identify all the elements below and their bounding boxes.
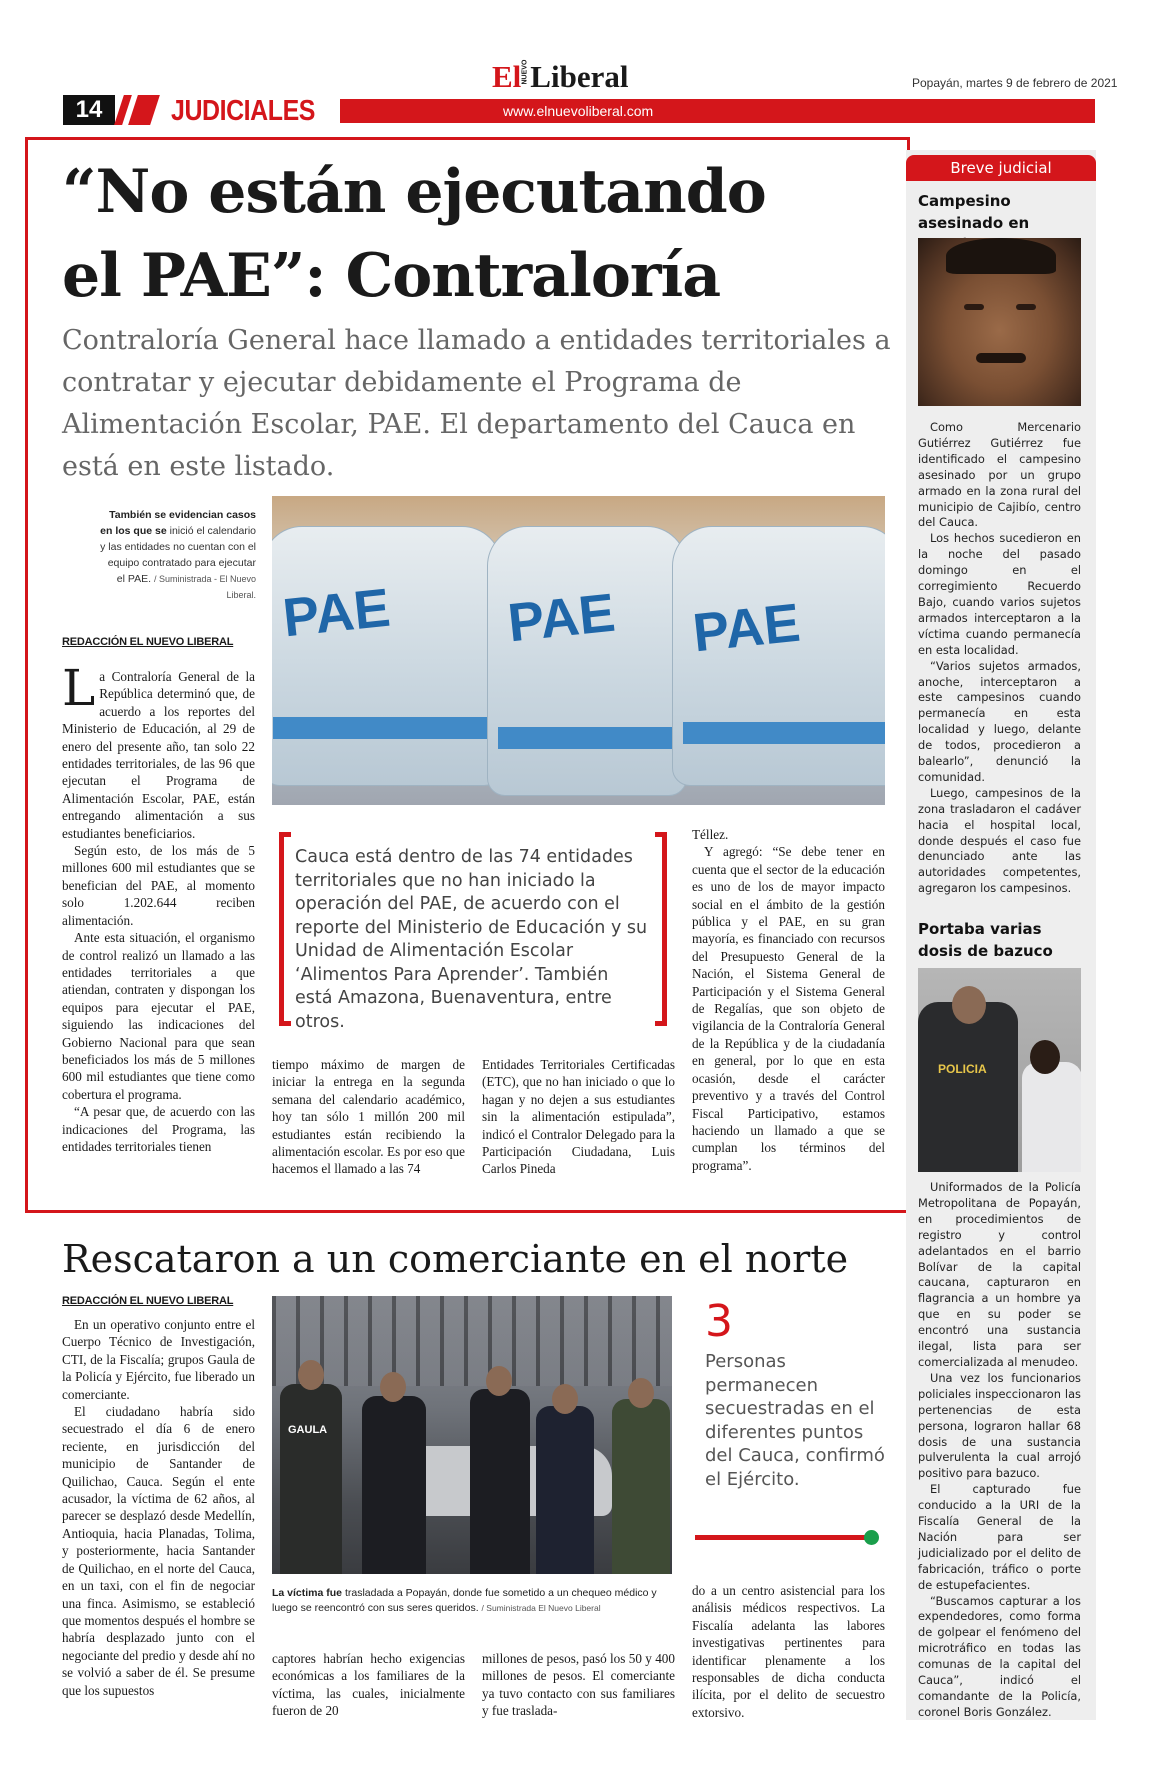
photo-caption	[98, 507, 256, 603]
officer-head	[298, 1360, 324, 1390]
section-red-band	[340, 99, 1095, 123]
paragraph: Ante esta situación, el organismo de control realizó un llamado a las entidades territoriales a que atiendan, contraten y dispongan los equipos para ejecutar el PAE, siguiendo las indicaciones del Gobierno Nacional para que sean beneficiados los más de 5 millones 600 mil estudiantes que tiene como cobertura el programa.	[62, 930, 255, 1102]
paragraph: tiempo máximo de margen de iniciar la entrega en la segunda semana del calendario académico, hoy tan sólo 1 millón 200 mil estudiantes están recibiendo la alimentación escolar. Es por eso que hacemos el llamado a las 74	[272, 1057, 465, 1177]
second-col-3	[482, 1650, 675, 1720]
soldier-figure	[612, 1399, 670, 1574]
bag-stripe	[498, 727, 676, 749]
officer-head	[552, 1384, 578, 1414]
officer-head	[486, 1366, 512, 1396]
paragraph: Los hechos sucedieron en la noche del pasado domingo en el corregimiento Recuerdo Bajo, cuando varios sujetos armados interceptaron a la víctima cuando permanecía en esta localidad.	[918, 531, 1081, 657]
victim-portrait-photo	[918, 238, 1081, 406]
paragraph: “Varios sujetos armados, anoche, interceptaron a este campesinos cuando permanecía en esta localidad y luego, delante de todos, procedieron a balearlo”, denunció la comunidad.	[918, 658, 1081, 784]
main-headline	[62, 150, 892, 318]
officer-figure	[470, 1389, 530, 1574]
logo-liberal: Liberal	[530, 59, 629, 94]
paragraph: El capturado fue conducido a la URI de la Fiscalía General de la Nación para ser judicializado por el delito de fabricación, tráfico o porte de estupefacientes.	[918, 1482, 1081, 1592]
caption-lead: También se evidencian casos en los que se	[100, 509, 256, 537]
section-title: JUDICIALES	[171, 95, 315, 127]
sidebar-tab: Breve judicial	[906, 155, 1096, 181]
main-byline: REDACCIÓN EL NUEVO LIBERAL	[62, 636, 234, 648]
paragraph: Uniformados de la Policía Metropolitana de Popayán, en procedimientos de registro y control adelantados en el barrio Bolívar de la capital caucana, capturaron en flagrancia a un hombre ya que en su poder se encontró una sustancia ilegal, lista para ser comercializada al menudeo.	[918, 1180, 1081, 1369]
headline-line-1: “No están ejecutando	[62, 157, 766, 227]
bag-label: PAE	[505, 582, 618, 654]
paragraph: Téllez.	[692, 827, 729, 842]
food-bag	[672, 526, 885, 786]
paragraph: En un operativo conjunto entre el Cuerpo Técnico de Investigación, CTI, de la Fiscalía; grupos Gaula de la Policía y Ejército, fue liberado un comerciante.	[62, 1317, 255, 1402]
main-col-3	[482, 1056, 675, 1178]
detainee-head	[1030, 1040, 1060, 1074]
photo-credit: / Suministrada El Nuevo Liberal	[481, 1603, 601, 1613]
newspaper-logo	[492, 60, 628, 97]
vest-label: POLICIA	[938, 1062, 987, 1076]
caption-lead: La víctima fue	[272, 1587, 343, 1599]
sidebar-story1-title: Campesino asesinado en	[918, 192, 1030, 232]
stat-number: 3	[705, 1296, 733, 1347]
page-number: 14	[63, 95, 115, 125]
paragraph: Luego, campesinos de la zona trasladaron el cadáver hacia el hospital local, donde después el caso fue denunciado ante las autoridades competentes, agregaron los campesinos.	[918, 785, 1081, 896]
officer-head	[380, 1372, 406, 1402]
caption-text: inició el calendario y las entidades no cuentan con el equipo contratado para ejecutar el PAE.	[100, 525, 256, 585]
food-bag	[272, 526, 502, 786]
headline-line-2: el PAE”: Contraloría	[62, 241, 721, 311]
bag-stripe	[273, 717, 491, 739]
officer-figure	[918, 1002, 1018, 1172]
main-dek: Contraloría General hace llamado a entidades territoriales a contratar y ejecutar debidamente el Programa de Alimentación Escolar, PAE. El departamento del Cauca en está en este listado.	[62, 325, 891, 482]
officer-figure	[536, 1406, 594, 1574]
logo-el: El	[492, 59, 522, 94]
paragraph: millones de pesos, pasó los 50 y 400 millones de pesos. El comerciante ya tuvo contacto con sus familiares y fue traslada-	[482, 1651, 675, 1719]
officer-head	[952, 986, 986, 1024]
bracket-right-icon	[655, 832, 667, 1026]
caption-text: trasladada a Popayán, donde fue sometido a un chequeo médico y luego se reencontró con sus seres queridos.	[272, 1587, 657, 1614]
main-col-1	[62, 659, 255, 1155]
eye-right	[1016, 304, 1036, 310]
paragraph: Según esto, de los más de 5 millones 600 mil estudiantes que se benefician del PAE, al momento solo 1.202.644 reciben alimentación.	[62, 843, 255, 928]
paragraph: do a un centro asistencial para los análisis médicos respectivos. La Fiscalía adelanta las labores investigativas pertinentes para identificar plenamente a los responsables de dicha conducta ilícita, por el delito de secuestro extorsivo.	[692, 1583, 885, 1720]
main-col-2	[272, 1056, 465, 1178]
bag-stripe	[683, 722, 885, 744]
paragraph: “Buscamos capturar a los expendedores, como forma de golpear el fenómeno del microtráfico en todas las comunas de la capital del Cauca”, indicó el comandante de la Policía, coronel Boris González.	[918, 1593, 1081, 1719]
police-arrest-photo	[918, 968, 1081, 1172]
soldier-head	[628, 1378, 654, 1408]
paragraph: Una vez los funcionarios policiales inspeccionaron las pertenencias de esta persona, lograron hallar 68 dosis de una sustancia pulverulenta la cual arrojó positivo para bazuco.	[918, 1370, 1081, 1481]
second-col-1	[62, 1316, 255, 1699]
main-col-4	[692, 826, 885, 1174]
vest-label: GAULA	[288, 1424, 328, 1436]
bracket-left-icon	[279, 832, 291, 1026]
stat-divider	[695, 1535, 865, 1540]
paragraph: captores habrían hecho exigencias económicas a los familiares de la víctima, las cuales, inicialmente fueron de 20	[272, 1651, 465, 1719]
officer-figure	[280, 1384, 342, 1574]
hair-shape	[946, 238, 1056, 274]
officer-figure	[362, 1396, 426, 1574]
website-link[interactable]: www.elnuevoliberal.com	[503, 103, 654, 119]
stat-dot-icon	[864, 1530, 879, 1545]
detainee-figure	[1022, 1062, 1081, 1172]
paragraph: El ciudadano habría sido secuestrado el día 6 de enero reciente, en jurisdicción del municipio de Santander de Quilichao, Cauca. Según el ente acusador, la víctima de 62 años, al parecer se desplazó desde Medellín, Antioquia, hacia Planadas, Tolima, y posteriormente, hacia Santander de Quilichao, en el norte del Cauca, en un taxi, con el fin de negociar una finca. Asimismo, se estableció que momentos después el hombre se habría desplazado junto con el negociante del predio y desde ahí no se volvió a saber de él. Se presume que los supuestos	[62, 1404, 256, 1698]
stat-text: Personas permanecen secuestradas en el diferentes puntos del Cauca, confirmó el Ejército.	[705, 1351, 885, 1490]
bag-label: PAE	[280, 577, 393, 649]
section-stripe-icon	[128, 95, 160, 125]
second-col-2	[272, 1650, 465, 1720]
paragraph: La Contraloría General de la República determinó que, de acuerdo a los reportes del Ministerio de Educación, al 29 de enero del presente año, tan solo 22 entidades territoriales, de las 96 que ejecutan el Programa de Alimentación Escolar, PAE, están entregando alimentación a sus estudiantes beneficiarios.	[62, 659, 255, 841]
pae-food-bags-photo	[272, 496, 885, 805]
photo-credit: / Suministrada - El Nuevo Liberal.	[153, 574, 256, 600]
bag-label: PAE	[690, 592, 803, 664]
background-fence	[272, 1296, 672, 1386]
paragraph: Como Mercenario Gutiérrez Gutiérrez fue identificado el campesino asesinado por un grupo armado en la zona rural del municipio de Cajibío, centro del Cauca.	[918, 420, 1081, 530]
sidebar-story2-text	[918, 1180, 1081, 1721]
sidebar-story2-title: Portaba varias dosis de bazuco	[918, 920, 1053, 960]
pull-quote	[279, 832, 667, 1032]
second-headline: Rescataron a un comerciante en el norte	[62, 1237, 849, 1281]
second-byline: REDACCIÓN EL NUEVO LIBERAL	[62, 1295, 234, 1307]
rescue-team-photo	[272, 1296, 672, 1574]
second-col-4	[692, 1582, 885, 1721]
pull-quote-text: Cauca está dentro de las 74 entidades territoriales que no han iniciado la operación del PAE, de acuerdo con el reporte del Ministerio de Educación y su Unidad de Alimentación Escolar ‘Alimentos Para Aprender’. También está Amazona, Buenaventura, entre otros.	[295, 847, 648, 1032]
eye-left	[964, 304, 984, 310]
dateline: Popayán, martes 9 de febrero de 2021	[912, 76, 1118, 90]
paragraph: Y agregó: “Se debe tener en cuenta que el sector de la educación es uno de los de mayor impacto social en el ámbito de la gestión pública y el PAE, en su gran mayoría, es financiado con recursos del Presupuesto General de la Nación, el Sistema General de Participación y el Sistema General de Regalías, que son objeto de vigilancia de la Contraloría General de la República y de la ciudadanía en general, por lo que en esta ocasión, desde el carácter preventivo y a través del Control Fiscal Participativo, estamos haciendo un llamado a que se cumplan los términos del programa”.	[692, 844, 885, 1173]
paragraph: “A pesar que, de acuerdo con las indicaciones del Programa, las entidades territoriales tienen	[62, 1104, 255, 1154]
paragraph: Entidades Territoriales Certificadas (ETC), que no han iniciado o que lo hagan y no dejen a sus estudiantes sin la alimentación estipulada”, indicó el Contralor Delegado para la Participación Ciudadana, Luis Carlos Pineda	[482, 1057, 675, 1177]
sidebar-story1-text	[918, 420, 1081, 897]
logo-nuevo: NUEVO	[521, 59, 529, 85]
rescue-photo-caption	[272, 1586, 677, 1616]
mustache-shape	[976, 353, 1026, 363]
food-bag	[487, 526, 687, 796]
